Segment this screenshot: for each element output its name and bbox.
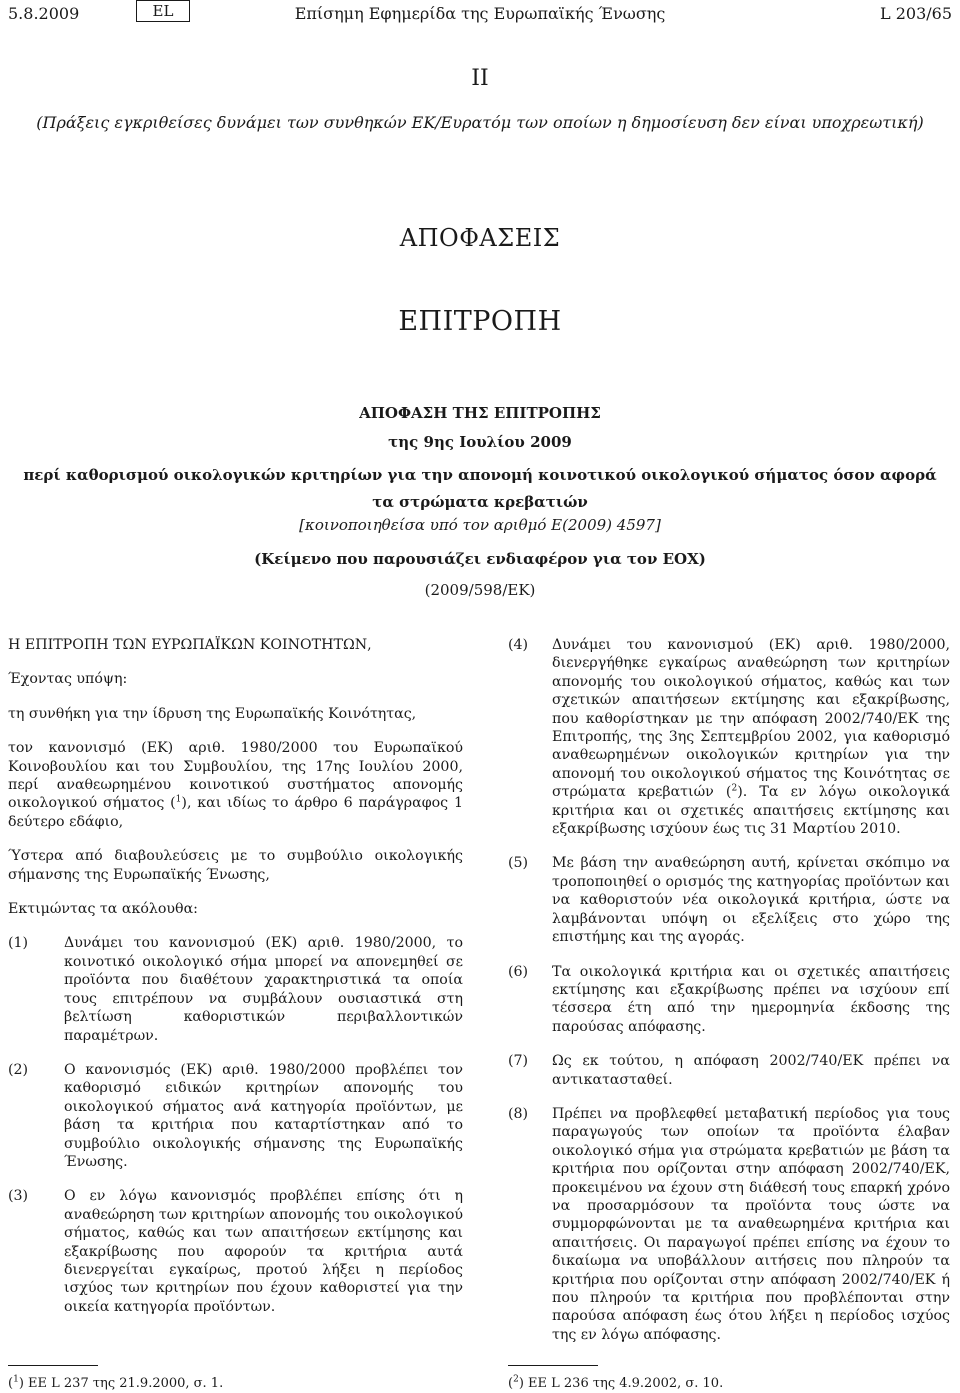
notification-number: [κοινοποιηθείσα υπό τον αριθμό Ε(2009) 4597] [299, 516, 661, 534]
recital-item [508, 854, 950, 946]
right-column [508, 636, 950, 1360]
recital-text: Τα οικολογικά κριτήρια και οι σχετικές απαιτήσεις εκτίμησης και εξακρίβωσης πρέπει να ισχύουν επί τέσσερα έτη από την ημερομηνία έκδοσης της παρούσας απόφασης. [552, 963, 950, 1035]
recital-text: Ο εν λόγω κανονισμός προβλέπει επίσης ότι η αναθεώρηση των κριτηρίων απονομής του οικολογικού σήματος, καθώς και των απαιτήσεων εκτίμησης και εξακρίβωσης που αφορούν τα κριτήρια αυτά διενεργείται εγκαίρως, προτού λήξει η περίοδος ισχύος των κριτηρίων που έχουν καθοριστεί για την οικεία κατηγορία προϊόντων. [64, 1188, 463, 1315]
section-number: II [471, 66, 489, 91]
footnote-ref-2: 2 [731, 783, 738, 794]
recital-text: Δυνάμει του κανονισμού (ΕΚ) αριθ. 1980/2000, το κοινοτικό οικολογικό σήμα μπορεί να απονεμηθεί σε προϊόντα που διαθέτουν χαρακτηριστικά τα οποία τους επιτρέπουν να συμβάλουν ουσιαστικά στη βελτίωση καθοριστικών περιβαλλοντικών παραμέτρων. [64, 935, 463, 1044]
recital-text: Με βάση την αναθεώρηση αυτή, κρίνεται σκόπιμο να τροποποιηθεί ο ορισμός της κατηγορίας προϊόντων και να καθοριστούν νέα οικολογικά κριτήρια, ώστε να λαμβάνονται υπόψη οι εξελίξεις στο χώρο της επιστήμης και της αγοράς. [552, 855, 950, 946]
recital-text: Ο κανονισμός (ΕΚ) αριθ. 1980/2000 προβλέπει τον καθορισμό ειδικών κριτηρίων απονομής του οικολογικού σήματος ανά κατηγορία προϊόντων, με βάση τα κριτήρια που καταρτίστηκαν από το συμβούλιο οικολογικής σήμανσης της Ευρωπαϊκής Ένωσης. [64, 1061, 463, 1170]
recital-item [508, 963, 950, 1037]
regulation-citation: τον κανονισμό (ΕΚ) αριθ. 1980/2000 του Ευρωπαϊκού Κοινοβουλίου και του Συμβουλίου, της 17ης Ιουλίου 2000, περί αναθεωρημένου κοινοτικού συστήματος απονομής οικολογικού σήματος ($^1$), και ιδίως το άρθρο 6 παράγραφος 1 δεύτερο εδάφιο, [8, 740, 463, 830]
footnote-1: ($^1$) ΕΕ L 237 της 21.9.2000, σ. 1. [8, 1374, 224, 1391]
language-box: EL [136, 0, 190, 22]
recital-text: Πρέπει να προβλεφθεί μεταβατική περίοδος για τους παραγωγούς των οποίων τα προϊόντα έλαβαν οικολογικό σήμα για στρώματα κρεβατιών με βάση τα κριτήρια που ορίζονται στην απόφαση 2002/740/ΕΚ, προκειμένου να έχουν στη διάθεσή τους επαρκή χρόνο να προσαρμόσουν τα προϊόντα τους ώστε να συμμορφώνονται με τα αναθεωρημένα κριτήρια και απαιτήσεις. Οι παραγωγοί πρέπει επίσης να έχουν το δικαίωμα να υποβάλλουν αιτήσεις που πληρούν τα κριτήρια που ορίζονται στην απόφαση 2002/740/ΕΚ ή που πληρούν τα κριτήρια που προβλέπονται στην παρούσα απόφαση έως ότου λήξει η περίοδος ισχύος της εν λόγω απόφασης. [552, 1105, 950, 1343]
consultation-citation: Ύστερα από διαβουλεύσεις με το συμβούλιο οικολογικής σήμανσης της Ευρωπαϊκής Ένωσης, [8, 848, 463, 883]
left-column [8, 636, 463, 1332]
decision-subject [0, 462, 960, 516]
commission-preamble: Η ΕΠΙΤΡΟΠΗ ΤΩΝ ΕΥΡΩΠΑΪΚΩΝ ΚΟΙΝΟΤΗΤΩΝ, [8, 637, 372, 653]
recital-item [508, 1105, 950, 1344]
heading-commission: ΕΠΙΤΡΟΠΗ [398, 306, 562, 337]
treaty-citation: τη συνθήκη για την ίδρυση της Ευρωπαϊκής Κοινότητας, [8, 705, 417, 722]
journal-title: Επίσημη Εφημερίδα της Ευρωπαϊκής Ένωσης [294, 4, 666, 23]
decision-subject-line2: τα στρώματα κρεβατιών [372, 493, 588, 511]
having-regard: Έχοντας υπόψη: [8, 671, 128, 688]
recital-item [8, 1187, 463, 1316]
heading-decisions: ΑΠΟΦΑΣΕΙΣ [399, 224, 561, 252]
recital-number: (8) [508, 1105, 529, 1122]
footnote-divider [508, 1365, 598, 1366]
page-reference: L 203/65 [880, 4, 952, 23]
whereas-heading: Εκτιμώντας τα ακόλουθα: [8, 901, 198, 918]
eea-relevance: (Κείμενο που παρουσιάζει ενδιαφέρον για τον ΕΟΧ) [254, 550, 706, 568]
recital-number: (5) [508, 855, 529, 872]
decision-reference: (2009/598/ΕΚ) [424, 581, 536, 599]
recital-item: (4) Δυνάμει του κανονισμού (ΕΚ) αριθ. 1980/2000, διενεργήθηκε εγκαίρως αναθεώρηση των κριτηρίων απονομής του οικολογικού σήματος, καθώς και των σχετικών απαιτήσεων εκτίμησης και εξακρίβωσης, που καθορίστηκαν με την απόφαση 2002/740/ΕΚ της Επιτροπής, της 3ης Σεπτεμβρίου 2002, για καθορισμό αναθεωρημένων οικολογικών κριτηρίων για την απονομή του οικολογικού σήματος της Κοινότητας σε στρώματα κρεβατιών ($^2$). Τα εν λόγω οικολογικά κριτήρια και οι σχετικές απαιτήσεις εκτίμησης και εξακρίβωσης ισχύουν έως τις 31 Μαρτίου 2010. [508, 637, 950, 838]
section-subtitle: (Πράξεις εγκριθείσες δυνάμει των συνθηκών ΕΚ/Ευρατόμ των οποίων η δημοσίευση δεν είναι υποχρεωτική) [36, 113, 924, 132]
decision-date: της 9ης Ιουλίου 2009 [388, 433, 572, 451]
header-date: 5.8.2009 [8, 4, 80, 23]
recital-item [8, 934, 463, 1044]
recital-item [8, 1061, 463, 1171]
recital-text: Ως εκ τούτου, η απόφαση 2002/740/ΕΚ πρέπει να αντικατασταθεί. [552, 1053, 950, 1088]
footnote-ref-1: 1 [175, 794, 182, 805]
footnote-2: ($^2$) ΕΕ L 236 της 4.9.2002, σ. 10. [508, 1374, 724, 1391]
recital-number: (3) [8, 1188, 29, 1205]
footnote-divider [8, 1365, 98, 1366]
recital-number: (4) [508, 637, 529, 653]
recital-number: (1) [8, 935, 29, 952]
recital-number: (2) [8, 1061, 29, 1078]
recital-number: (6) [508, 963, 529, 980]
recital-number: (7) [508, 1053, 529, 1070]
decision-subject-line1: περί καθορισμού οικολογικών κριτηρίων για την απονομή κοινοτικού οικολογικού σήματος όσον αφορά [23, 466, 937, 484]
recital-item [508, 1052, 950, 1089]
decision-title: ΑΠΟΦΑΣΗ ΤΗΣ ΕΠΙΤΡΟΠΗΣ [359, 404, 601, 422]
